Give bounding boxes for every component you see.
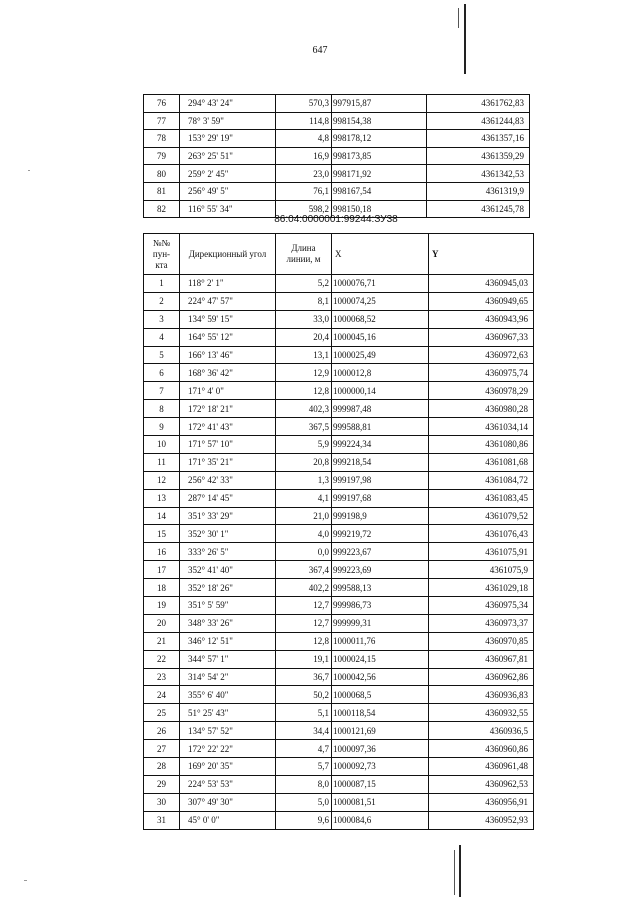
point-number-cell: 28 xyxy=(144,758,180,776)
line-length-cell: 402,3 xyxy=(276,400,332,418)
point-number-cell: 13 xyxy=(144,489,180,507)
coordinates-table xyxy=(143,233,534,830)
line-length-cell: 598,2 xyxy=(276,200,332,218)
table-row xyxy=(144,147,530,165)
coord-y-cell: 4360945,03 xyxy=(429,275,534,293)
direction-angle-cell: 45° 0' 0" xyxy=(180,811,276,829)
line-length-cell: 13,1 xyxy=(276,346,332,364)
coord-y-cell: 4361084,72 xyxy=(429,471,534,489)
table-row xyxy=(144,561,534,579)
point-number-cell: 4 xyxy=(144,328,180,346)
table-row xyxy=(144,811,534,829)
point-number-cell: 2 xyxy=(144,292,180,310)
coord-x-cell: 1000084,6 xyxy=(332,811,429,829)
coord-x-cell: 999198,9 xyxy=(332,507,429,525)
coord-y-cell: 4361319,9 xyxy=(427,182,530,200)
coord-y-cell: 4361075,91 xyxy=(429,543,534,561)
direction-angle-cell: 134° 59' 15" xyxy=(180,310,276,328)
coord-y-cell: 4360956,91 xyxy=(429,793,534,811)
line-length-cell: 12,8 xyxy=(276,632,332,650)
point-number-cell: 15 xyxy=(144,525,180,543)
line-length-cell: 0,0 xyxy=(276,543,332,561)
coord-x-cell: 999986,73 xyxy=(332,597,429,615)
point-number-cell: 30 xyxy=(144,793,180,811)
point-number-cell: 31 xyxy=(144,811,180,829)
point-number-cell: 25 xyxy=(144,704,180,722)
direction-angle-cell: 78° 3' 59" xyxy=(180,112,276,130)
line-length-cell: 367,4 xyxy=(276,561,332,579)
table-row xyxy=(144,436,534,454)
scan-speck xyxy=(28,170,30,171)
coord-x-cell: 1000121,69 xyxy=(332,722,429,740)
point-number-cell: 81 xyxy=(144,182,180,200)
coord-x-cell: 999999,31 xyxy=(332,614,429,632)
point-number-cell: 10 xyxy=(144,436,180,454)
direction-angle-cell: 51° 25' 43" xyxy=(180,704,276,722)
table-row xyxy=(144,382,534,400)
table-row xyxy=(144,686,534,704)
line-length-cell: 4,7 xyxy=(276,740,332,758)
coord-x-cell: 1000045,16 xyxy=(332,328,429,346)
coord-y-cell: 4360962,86 xyxy=(429,668,534,686)
table-row xyxy=(144,292,534,310)
line-length-cell: 12,9 xyxy=(276,364,332,382)
point-number-cell: 14 xyxy=(144,507,180,525)
coord-x-cell: 998173,85 xyxy=(332,147,427,165)
direction-angle-cell: 351° 33' 29" xyxy=(180,507,276,525)
parcel-caption: 86:04:0000001:99244:ЗУ38 xyxy=(274,214,398,225)
line-length-cell: 114,8 xyxy=(276,112,332,130)
scan-line-top-thin xyxy=(458,8,459,28)
point-number-cell: 12 xyxy=(144,471,180,489)
direction-angle-cell: 314° 54' 2" xyxy=(180,668,276,686)
direction-angle-cell: 307° 49' 30" xyxy=(180,793,276,811)
point-number-cell: 27 xyxy=(144,740,180,758)
coord-y-cell: 4361081,68 xyxy=(429,453,534,471)
point-number-cell: 26 xyxy=(144,722,180,740)
direction-angle-cell: 172° 18' 21" xyxy=(180,400,276,418)
coord-x-cell: 999224,34 xyxy=(332,436,429,454)
point-number-cell: 18 xyxy=(144,579,180,597)
coord-x-cell: 1000076,71 xyxy=(332,275,429,293)
coord-x-cell: 999588,13 xyxy=(332,579,429,597)
point-number-cell: 6 xyxy=(144,364,180,382)
point-number-cell: 21 xyxy=(144,632,180,650)
coord-y-cell: 4361245,78 xyxy=(427,200,530,218)
coord-x-cell: 999197,98 xyxy=(332,471,429,489)
coord-y-cell: 4360975,34 xyxy=(429,597,534,615)
coord-y-cell: 4361359,29 xyxy=(427,147,530,165)
coord-y-cell: 4360962,53 xyxy=(429,775,534,793)
coord-x-cell: 1000068,5 xyxy=(332,686,429,704)
direction-angle-cell: 294° 43' 24" xyxy=(180,95,276,113)
coord-y-cell: 4360978,29 xyxy=(429,382,534,400)
point-number-cell: 23 xyxy=(144,668,180,686)
direction-angle-cell: 256° 49' 5" xyxy=(180,182,276,200)
coord-x-cell: 999223,69 xyxy=(332,561,429,579)
direction-angle-cell: 348° 33' 26" xyxy=(180,614,276,632)
point-number-cell: 5 xyxy=(144,346,180,364)
direction-angle-cell: 169° 20' 35" xyxy=(180,758,276,776)
coord-y-cell: 4361075,9 xyxy=(429,561,534,579)
point-number-cell: 77 xyxy=(144,112,180,130)
point-number-cell: 82 xyxy=(144,200,180,218)
line-length-cell: 5,9 xyxy=(276,436,332,454)
header-x: X xyxy=(332,234,429,275)
coord-y-cell: 4360967,81 xyxy=(429,650,534,668)
table-row xyxy=(144,453,534,471)
line-length-cell: 5,7 xyxy=(276,758,332,776)
coord-x-cell: 999223,67 xyxy=(332,543,429,561)
table-row xyxy=(144,758,534,776)
direction-angle-cell: 352° 18' 26" xyxy=(180,579,276,597)
coord-x-cell: 999588,81 xyxy=(332,418,429,436)
scan-line-bottom-thin xyxy=(454,850,455,895)
line-length-cell: 16,9 xyxy=(276,147,332,165)
direction-angle-cell: 355° 6' 40" xyxy=(180,686,276,704)
direction-angle-cell: 346° 12' 51" xyxy=(180,632,276,650)
table-row xyxy=(144,579,534,597)
coord-y-cell: 4360936,83 xyxy=(429,686,534,704)
point-number-cell: 79 xyxy=(144,147,180,165)
point-number-cell: 29 xyxy=(144,775,180,793)
coord-x-cell: 1000097,36 xyxy=(332,740,429,758)
direction-angle-cell: 171° 4' 0" xyxy=(180,382,276,400)
coord-y-cell: 4360936,5 xyxy=(429,722,534,740)
line-length-cell: 5,0 xyxy=(276,793,332,811)
direction-angle-cell: 172° 22' 22" xyxy=(180,740,276,758)
coord-y-cell: 4360932,55 xyxy=(429,704,534,722)
coord-x-cell: 1000068,52 xyxy=(332,310,429,328)
table-row xyxy=(144,668,534,686)
coord-y-cell: 4361080,86 xyxy=(429,436,534,454)
direction-angle-cell: 166° 13' 46" xyxy=(180,346,276,364)
point-number-cell: 11 xyxy=(144,453,180,471)
table-row xyxy=(144,112,530,130)
line-length-cell: 21,0 xyxy=(276,507,332,525)
scan-speck xyxy=(24,880,27,881)
line-length-cell: 1,3 xyxy=(276,471,332,489)
direction-angle-cell: 287° 14' 45" xyxy=(180,489,276,507)
line-length-cell: 5,2 xyxy=(276,275,332,293)
coord-y-cell: 4361029,18 xyxy=(429,579,534,597)
coord-x-cell: 1000042,56 xyxy=(332,668,429,686)
table-row xyxy=(144,95,530,113)
line-length-cell: 12,8 xyxy=(276,382,332,400)
line-length-cell: 34,4 xyxy=(276,722,332,740)
coordinates-table-continued xyxy=(143,94,530,218)
header-point-number: №№ пун- кта xyxy=(144,234,180,275)
page-number: 647 xyxy=(312,45,328,56)
point-number-cell: 24 xyxy=(144,686,180,704)
line-length-cell: 50,2 xyxy=(276,686,332,704)
coord-x-cell: 998150,18 xyxy=(332,200,427,218)
line-length-cell: 76,1 xyxy=(276,182,332,200)
table-row xyxy=(144,597,534,615)
coord-x-cell: 1000000,14 xyxy=(332,382,429,400)
line-length-cell: 5,1 xyxy=(276,704,332,722)
direction-angle-cell: 116° 55' 34" xyxy=(180,200,276,218)
coord-x-cell: 1000074,25 xyxy=(332,292,429,310)
point-number-cell: 17 xyxy=(144,561,180,579)
coord-y-cell: 4360980,28 xyxy=(429,400,534,418)
point-number-cell: 7 xyxy=(144,382,180,400)
direction-angle-cell: 352° 41' 40" xyxy=(180,561,276,579)
direction-angle-cell: 344° 57' 1" xyxy=(180,650,276,668)
direction-angle-cell: 171° 35' 21" xyxy=(180,453,276,471)
table-row xyxy=(144,632,534,650)
direction-angle-cell: 134° 57' 52" xyxy=(180,722,276,740)
table-row xyxy=(144,793,534,811)
point-number-cell: 76 xyxy=(144,95,180,113)
point-number-cell: 78 xyxy=(144,130,180,148)
line-length-cell: 367,5 xyxy=(276,418,332,436)
coord-y-cell: 4361342,53 xyxy=(427,165,530,183)
coord-x-cell: 999987,48 xyxy=(332,400,429,418)
line-length-cell: 402,2 xyxy=(276,579,332,597)
coord-y-cell: 4361762,83 xyxy=(427,95,530,113)
point-number-cell: 22 xyxy=(144,650,180,668)
table-row xyxy=(144,275,534,293)
line-length-cell: 20,8 xyxy=(276,453,332,471)
coord-x-cell: 997915,87 xyxy=(332,95,427,113)
direction-angle-cell: 256° 42' 33" xyxy=(180,471,276,489)
table-row xyxy=(144,364,534,382)
table-row xyxy=(144,650,534,668)
point-number-cell: 1 xyxy=(144,275,180,293)
line-length-cell: 36,7 xyxy=(276,668,332,686)
header-direction-angle: Дирекционный угол xyxy=(180,234,276,275)
coord-y-cell: 4360952,93 xyxy=(429,811,534,829)
coord-x-cell: 999218,54 xyxy=(332,453,429,471)
coord-x-cell: 999219,72 xyxy=(332,525,429,543)
table-row xyxy=(144,614,534,632)
coord-y-cell: 4361034,14 xyxy=(429,418,534,436)
coord-x-cell: 1000092,73 xyxy=(332,758,429,776)
line-length-cell: 23,0 xyxy=(276,165,332,183)
line-length-cell: 20,4 xyxy=(276,328,332,346)
direction-angle-cell: 352° 30' 1" xyxy=(180,525,276,543)
coord-x-cell: 998154,38 xyxy=(332,112,427,130)
direction-angle-cell: 351° 5' 59" xyxy=(180,597,276,615)
coord-x-cell: 998171,92 xyxy=(332,165,427,183)
direction-angle-cell: 164° 55' 12" xyxy=(180,328,276,346)
line-length-cell: 570,3 xyxy=(276,95,332,113)
coord-y-cell: 4360961,48 xyxy=(429,758,534,776)
coord-y-cell: 4360960,86 xyxy=(429,740,534,758)
direction-angle-cell: 153° 29' 19" xyxy=(180,130,276,148)
coord-y-cell: 4361083,45 xyxy=(429,489,534,507)
line-length-cell: 8,0 xyxy=(276,775,332,793)
line-length-cell: 4,1 xyxy=(276,489,332,507)
table-row xyxy=(144,310,534,328)
point-number-cell: 8 xyxy=(144,400,180,418)
coord-x-cell: 1000011,76 xyxy=(332,632,429,650)
direction-angle-cell: 259° 2' 45" xyxy=(180,165,276,183)
direction-angle-cell: 224° 53' 53" xyxy=(180,775,276,793)
table-row xyxy=(144,346,534,364)
direction-angle-cell: 263° 25' 51" xyxy=(180,147,276,165)
direction-angle-cell: 171° 57' 10" xyxy=(180,436,276,454)
table-row xyxy=(144,489,534,507)
coord-y-cell: 4360972,63 xyxy=(429,346,534,364)
table-row xyxy=(144,182,530,200)
header-y: Y xyxy=(429,234,534,275)
direction-angle-cell: 224° 47' 57" xyxy=(180,292,276,310)
coord-x-cell: 1000118,54 xyxy=(332,704,429,722)
line-length-cell: 4,8 xyxy=(276,130,332,148)
point-number-cell: 3 xyxy=(144,310,180,328)
coord-x-cell: 1000024,15 xyxy=(332,650,429,668)
line-length-cell: 12,7 xyxy=(276,597,332,615)
table-row xyxy=(144,704,534,722)
point-number-cell: 9 xyxy=(144,418,180,436)
direction-angle-cell: 172° 41' 43" xyxy=(180,418,276,436)
header-line-length: Длина линии, м xyxy=(276,234,332,275)
coord-x-cell: 1000087,15 xyxy=(332,775,429,793)
coord-x-cell: 999197,68 xyxy=(332,489,429,507)
table-header-row xyxy=(144,234,534,275)
coord-x-cell: 1000012,8 xyxy=(332,364,429,382)
direction-angle-cell: 333° 26' 5" xyxy=(180,543,276,561)
coord-x-cell: 998178,12 xyxy=(332,130,427,148)
coord-y-cell: 4361244,83 xyxy=(427,112,530,130)
coord-x-cell: 1000025,49 xyxy=(332,346,429,364)
table-row xyxy=(144,775,534,793)
coord-y-cell: 4360973,37 xyxy=(429,614,534,632)
table-row xyxy=(144,165,530,183)
table-row xyxy=(144,507,534,525)
table-row xyxy=(144,525,534,543)
coord-y-cell: 4360943,96 xyxy=(429,310,534,328)
scan-line-top xyxy=(464,4,466,74)
table-row xyxy=(144,740,534,758)
point-number-cell: 16 xyxy=(144,543,180,561)
point-number-cell: 80 xyxy=(144,165,180,183)
line-length-cell: 12,7 xyxy=(276,614,332,632)
coord-y-cell: 4360949,65 xyxy=(429,292,534,310)
table-row xyxy=(144,400,534,418)
table-row xyxy=(144,328,534,346)
line-length-cell: 33,0 xyxy=(276,310,332,328)
coord-y-cell: 4360967,33 xyxy=(429,328,534,346)
table-row xyxy=(144,418,534,436)
coord-y-cell: 4360975,74 xyxy=(429,364,534,382)
table-row xyxy=(144,130,530,148)
scan-line-bottom xyxy=(459,845,461,897)
coord-x-cell: 1000081,51 xyxy=(332,793,429,811)
point-number-cell: 20 xyxy=(144,614,180,632)
line-length-cell: 9,6 xyxy=(276,811,332,829)
point-number-cell: 19 xyxy=(144,597,180,615)
table-row xyxy=(144,471,534,489)
line-length-cell: 19,1 xyxy=(276,650,332,668)
coord-y-cell: 4361079,52 xyxy=(429,507,534,525)
direction-angle-cell: 118° 2' 1" xyxy=(180,275,276,293)
coord-y-cell: 4360970,85 xyxy=(429,632,534,650)
coord-y-cell: 4361357,16 xyxy=(427,130,530,148)
direction-angle-cell: 168° 36' 42" xyxy=(180,364,276,382)
table-row xyxy=(144,543,534,561)
line-length-cell: 8,1 xyxy=(276,292,332,310)
table-row xyxy=(144,722,534,740)
line-length-cell: 4,0 xyxy=(276,525,332,543)
coord-x-cell: 998167,54 xyxy=(332,182,427,200)
coord-y-cell: 4361076,43 xyxy=(429,525,534,543)
